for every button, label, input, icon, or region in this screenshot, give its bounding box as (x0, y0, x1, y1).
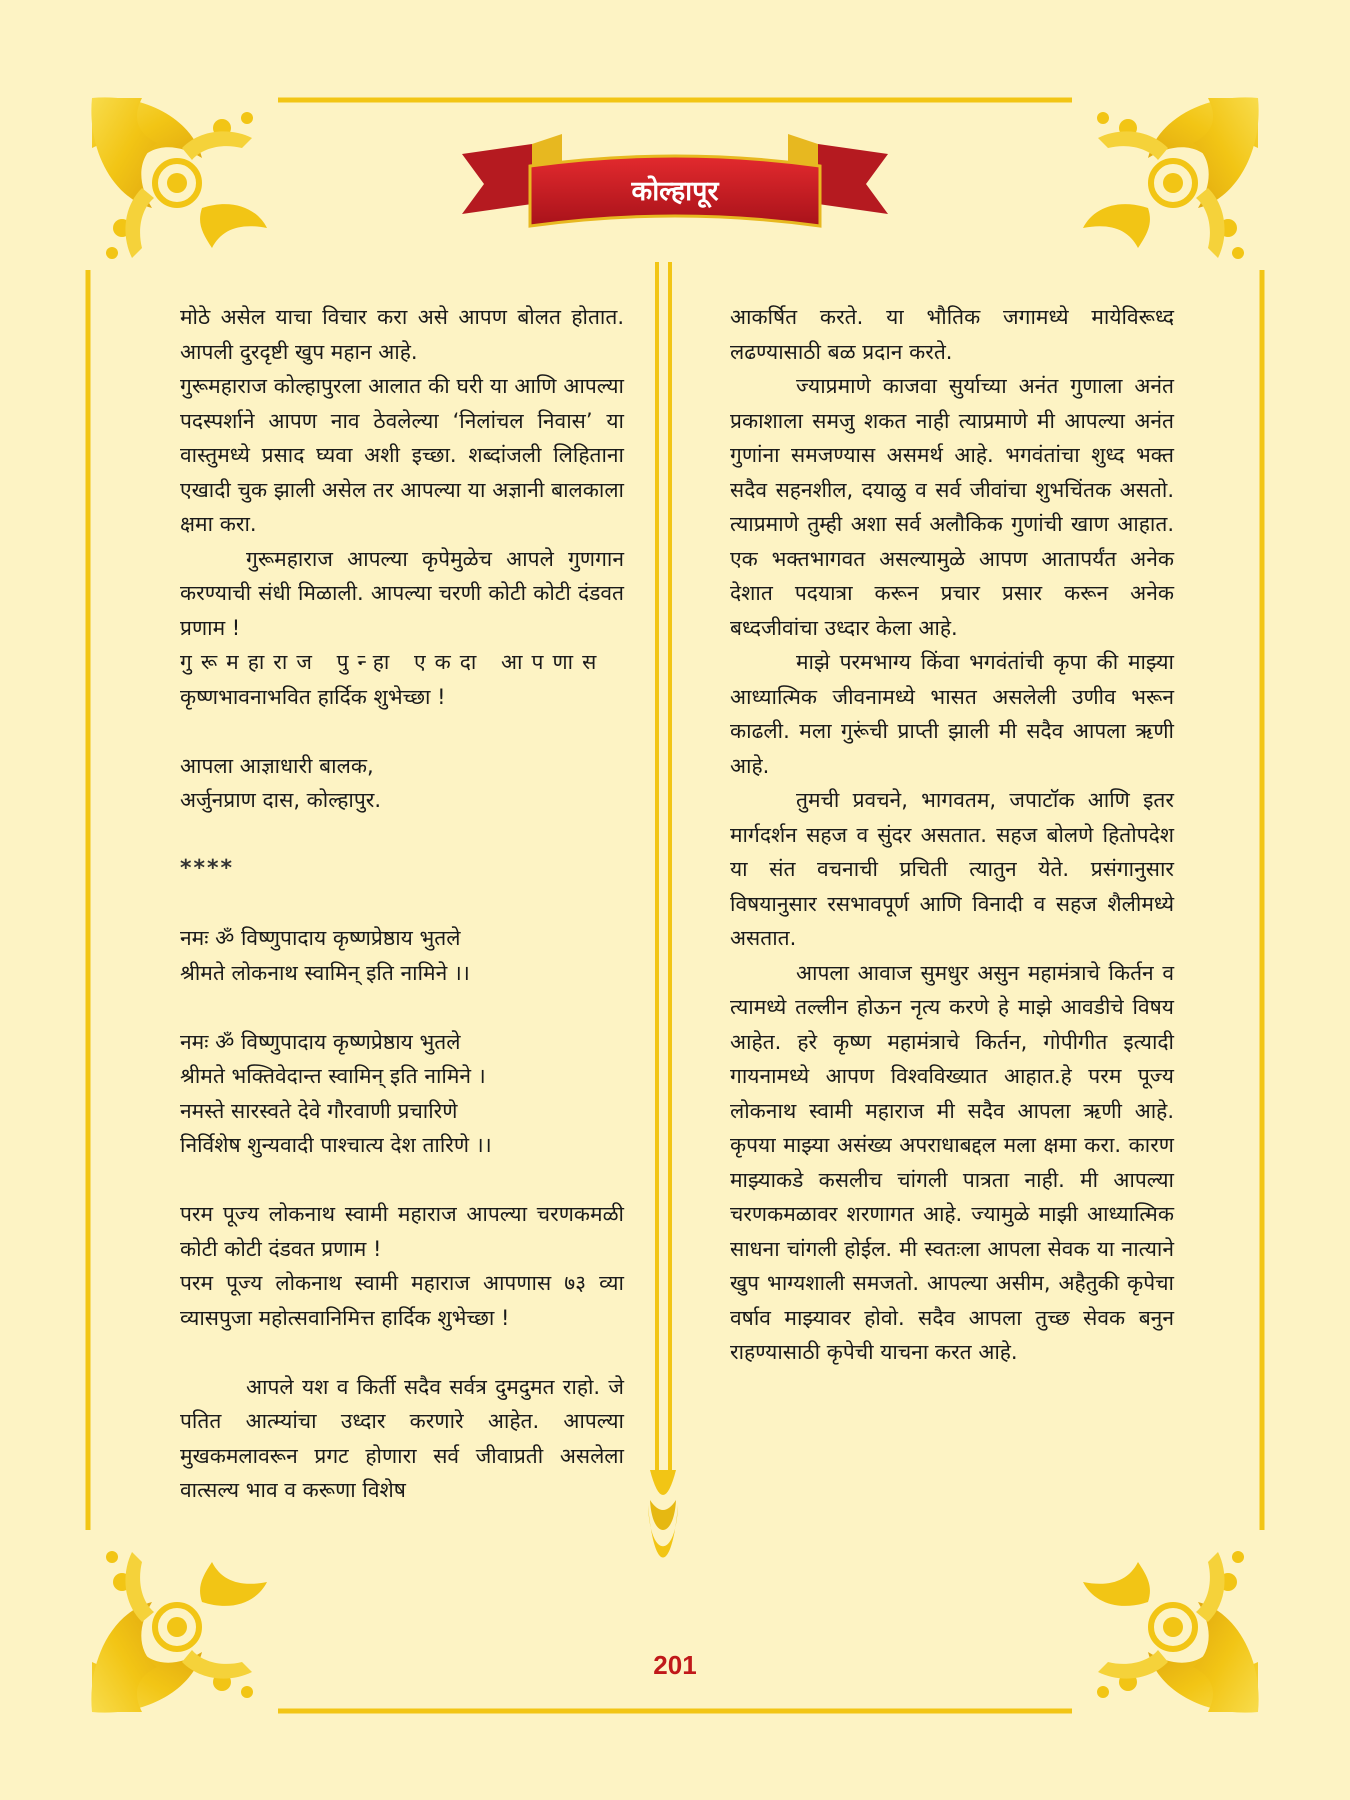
spacer (180, 1163, 624, 1198)
paragraph: मोठे असेल याचा विचार करा असे आपण बोलत होतात. आपली दुरदृष्टी खुप महान आहे. (180, 305, 624, 364)
mantra-line: नमः ॐ विष्णुपादाय कृष्णप्रेष्ठाय भुतले (180, 926, 461, 950)
paragraph: परम पूज्य लोकनाथ स्वामी महाराज आपल्या चरणकमळी कोटी कोटी दंडवत प्रणाम ! (180, 1202, 624, 1261)
paragraph: आपले यश व किर्ती सदैव सर्वत्र दुमदुमत राहो. जे पतित आत्म्यांचा उध्दार करणारे आहेत. आपल्या मुखकमलावरून प्रगट होणारा सर्व जीवाप्रती असलेला वात्सल्य भाव व करूणा विशेष (180, 1374, 624, 1502)
corner-ornament-icon (91, 1551, 267, 1713)
paragraph: गुरूमहाराज कोल्हापुरला आलात की घरी या आणि आपल्या पदस्पर्शाने आपण नाव ठेवलेल्या ‘निलांचल निवास’ या वास्तुमध्ये प्रसाद घ्यवा अशी इच्छा. शब्दांजली लिहिताना एखादी चुक झाली असेल तर आपल्या या अज्ञानी बालकाला क्षमा करा. (180, 374, 624, 536)
spacer (180, 818, 624, 853)
center-divider-icon (648, 262, 678, 1558)
spacer (180, 714, 624, 749)
corner-ornament-icon (91, 97, 267, 259)
page-number: 201 (653, 1650, 697, 1680)
mantra-line: श्रीमते भक्तिवेदान्त स्वामिन् इति नामिने । (180, 1064, 486, 1088)
paragraph: ज्याप्रमाणे काजवा सुर्याच्या अनंत गुणाला अनंत प्रकाशाला समजु शकत नाही त्याप्रमाणे मी आपल्या अनंत गुणांना समजण्यास असमर्थ आहे. भगवंतांचा शुध्द भक्त सदैव सहनशील, दयाळु व सर्व जीवांचा शुभचिंतक असतो. त्याप्रमाणे तुम्ही अशा सर्व अलौकिक गुणांची खाण आहात. एक भक्तभागवत असल्यामुळे आपण आतापर्यंत अनेक देशात पदयात्रा करून प्रचार प्रसार करून अनेक बध्दजीवांचा उध्दार केला आहे. (730, 374, 1174, 640)
corner-ornament-icon (1083, 97, 1259, 259)
spacer (180, 990, 624, 1025)
paragraph: कृष्णभावनाभवित हार्दिक शुभेच्छा ! (180, 684, 446, 709)
page-title: कोल्हापूर (631, 176, 719, 207)
left-column (180, 300, 624, 1508)
paragraph: परम पूज्य लोकनाथ स्वामी महाराज आपणास ७३ व्या व्यासपुजा महोत्सवानिमित्त हार्दिक शुभेच्छा ! (180, 1271, 624, 1330)
paragraph: आकर्षित करते. या भौतिक जगामध्ये मायेविरूध्द लढण्यासाठी बळ प्रदान करते. (730, 305, 1174, 364)
mantra-line: नमस्ते सारस्वते देवे गौरवाणी प्रचारिणे (180, 1098, 458, 1123)
signature-line: अर्जुनप्राण दास, कोल्हापुर. (180, 788, 382, 812)
spacer (180, 1335, 624, 1370)
paragraph: तुमची प्रवचने, भागवतम, जपाटॉक आणि इतर मार्गदर्शन सहज व सुंदर असतात. सहज बोलणे हितोपदेश या संत वचनाची प्रचिती त्यातुन येते. प्रसंगानुसार विषयानुसार रसभावपूर्ण आणि विनादी व सहज शैलीमध्ये असतात. (730, 788, 1174, 950)
paragraph: गुरूमहाराज आपल्या कृपेमुळेच आपले गुणगान करण्याची संधी मिळाली. आपल्या चरणी कोटी कोटी दंडवत प्रणाम ! (180, 546, 624, 640)
mantra-line: श्रीमते लोकनाथ स्वामिन् इति नामिने ।। (180, 960, 470, 985)
mantra-line: नमः ॐ विष्णुपादाय कृष्णप्रेष्ठाय भुतले (180, 1029, 461, 1054)
signature-line: आपला आज्ञाधारी बालक, (180, 753, 374, 778)
corner-ornament-icon (1083, 1551, 1259, 1713)
paragraph: माझे परमभाग्य किंवा भगवंतांची कृपा की माझ्या आध्यात्मिक जीवनामध्ये भासत असलेली उणीव भरून काढली. मला गुरूंची प्राप्ती झाली मी सदैव आपला ऋणी आहे. (730, 650, 1174, 778)
mantra-line: निर्विशेष शुन्यवादी पाश्चात्य देश तारिणे ।। (180, 1133, 492, 1157)
paragraph: आपला आवाज सुमधुर असुन महामंत्राचे किर्तन व त्यामध्ये तल्लीन होऊन नृत्य करणे हे माझे आवडीचे विषय आहेत. हरे कृष्ण महामंत्राचे किर्तन, गोपीगीत इत्यादी गायनामध्ये आपण विश्वविख्यात आहात.हे परम पूज्य लोकनाथ स्वामी महाराज मी सदैव आपला ऋणी आहे. कृपया माझ्या असंख्य अपराधाबद्दल मला क्षमा करा. कारण माझ्याकडे कसलीच चांगली पात्रता नाही. मी आपल्या चरणकमळावर शरणागत आहे. ज्यामुळे माझी आध्यात्मिक साधना चांगली होईल. मी स्वतःला आपला सेवक या नात्याने खुप भाग्यशाली समजतो. आपल्या असीम, अहैतुकी कृपेचा वर्षाव माझ्यावर होवो. सदैव आपला तुच्छ सेवक बनुन राहण्यासाठी कृपेची याचना करत आहे. (730, 960, 1174, 1364)
paragraph: गुरूमहाराज पुन्हा एकदा आपणास (180, 650, 606, 674)
separator: **** (180, 856, 235, 881)
spacer (180, 887, 624, 922)
right-column (730, 300, 1174, 1370)
